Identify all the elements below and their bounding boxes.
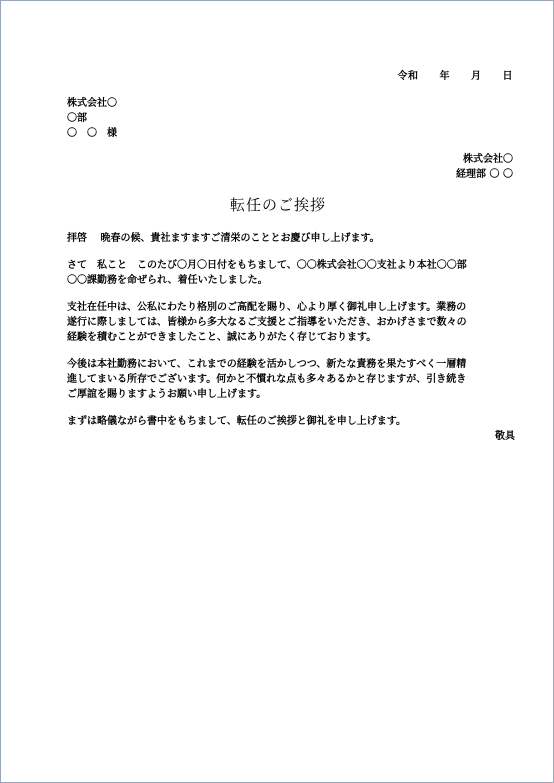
letter-date: 令和 年 月 日 [397,71,513,82]
recipient-block [67,96,117,141]
recipient-name: 〇 〇 様 [67,128,117,139]
opening-line: 拝啓 晩春の候、貴社ますますご清栄のこととお慶び申し上げます。 [67,233,380,244]
body-line: さて 私こと このたび〇月〇日付をもちまして、〇〇株式会社〇〇支社より本社〇〇部 [67,260,467,271]
letter-body [67,231,515,444]
recipient-company: 株式会社〇 [67,98,117,109]
recipient-department: 〇部 [67,113,87,124]
body-line: まずは略儀ながら書中をもちまして、転任のご挨拶と御礼を申し上げます。 [67,416,406,427]
sender-department: 経理部 〇 〇 [456,169,513,180]
body-line: ご厚誼を賜りますようお願い申し上げます。 [67,389,267,400]
body-line: 経験を積むことができましたこと、誠にありがたく存じております。 [67,332,377,343]
body-line: 支社在任中は、公私にわたり格別のご高配を賜り、心より厚く御礼申し上げます。業務の [67,302,467,313]
body-line: 〇〇課勤務を命ぜられ、着任いたしました。 [67,275,268,286]
closing-word: 敬具 [495,431,515,442]
sender-block [456,152,513,182]
body-line: 進してまいる所存でございます。何かと不慣れな点も多々あるかと存じますが、引き続き [67,374,467,385]
body-line: 遂行に際しましては、皆様から多大なるご支援とご指導をいただき、おかげさまで数々の [67,317,467,328]
body-line: 今後は本社勤務において、これまでの経験を活かしつつ、新たな責務を果たすべく一層精 [67,359,467,370]
letter-title: 転任のご挨拶 [229,196,326,214]
sender-company: 株式会社〇 [463,154,513,165]
